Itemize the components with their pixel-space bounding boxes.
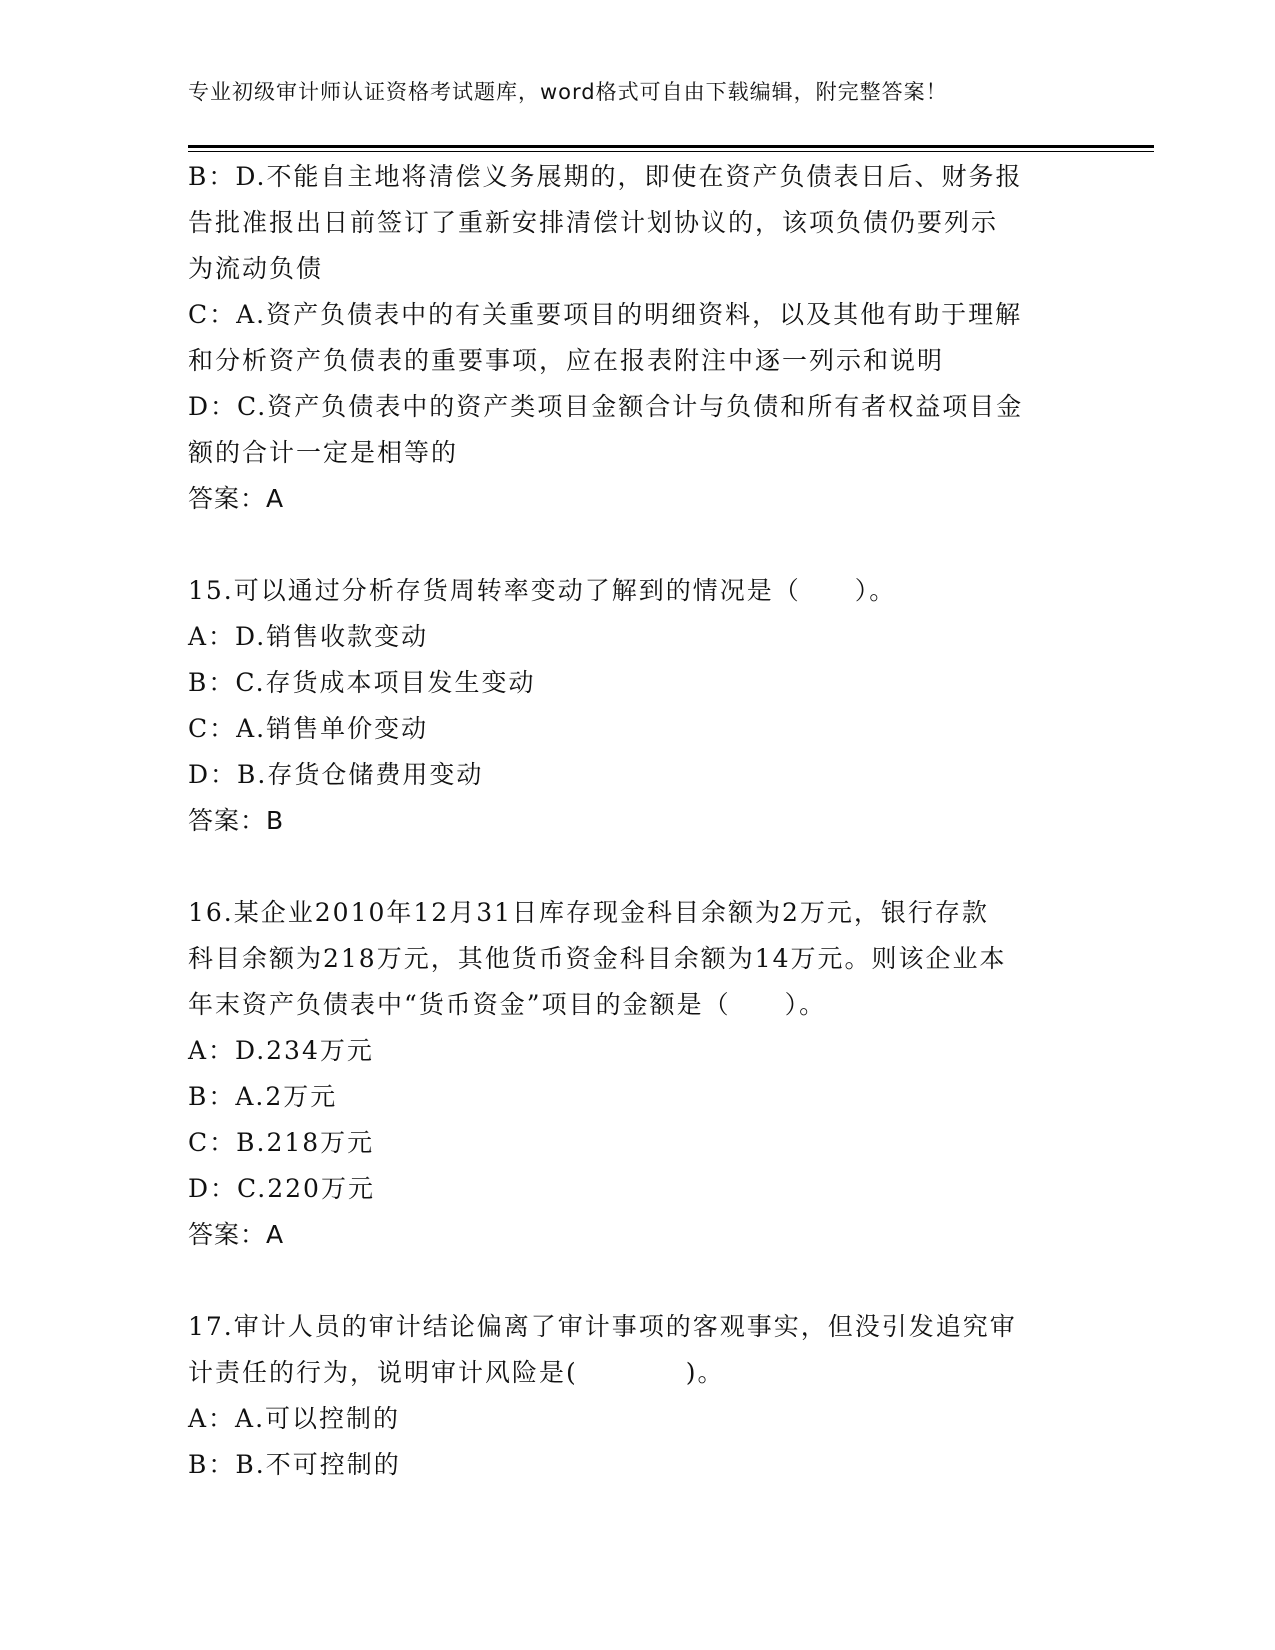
question-stem: 计责任的行为，说明审计风险是( )。: [188, 1358, 725, 1387]
option-line: 额的合计一定是相等的: [188, 438, 459, 467]
spacer: [188, 844, 1088, 890]
option-line: 和分析资产负债表的重要事项，应在报表附注中逐一列示和说明: [188, 346, 945, 375]
option-a: A：D.销售收款变动: [188, 622, 429, 651]
question-stem: 科目余额为218万元，其他货币资金科目余额为14万元。则该企业本: [188, 944, 1007, 973]
option-d: D：B.存货仓储费用变动: [188, 760, 484, 789]
option-line: B：D.不能自主地将清偿义务展期的，即使在资产负债表日后、财务报: [188, 162, 1023, 191]
answer-line: 答案：B: [188, 806, 285, 835]
option-c: C：A.销售单价变动: [188, 714, 429, 743]
option-line: D：C.资产负债表中的资产类项目金额合计与负债和所有者权益项目金: [188, 392, 1024, 421]
answer-line: 答案：A: [188, 484, 285, 513]
question-stem: 年末资产负债表中“货币资金”项目的金额是（ ）。: [188, 990, 827, 1019]
spacer: [188, 522, 1088, 568]
option-line: 告批准报出日前签订了重新安排清偿计划协议的，该项负债仍要列示: [188, 208, 999, 237]
option-line: 为流动负债: [188, 254, 324, 283]
option-block: [188, 292, 1088, 384]
header-rule-thick: [188, 145, 1154, 148]
question-17: [188, 1304, 1088, 1488]
page-header: 专业初级审计师认证资格考试题库，word格式可自由下载编辑，附完整答案！: [188, 80, 948, 104]
option-a: A：A.可以控制的: [188, 1404, 401, 1433]
question-15: [188, 568, 1088, 844]
spacer: [188, 1258, 1088, 1304]
option-b: B：A.2万元: [188, 1082, 338, 1111]
option-block: [188, 154, 1088, 292]
question-stem: 16.某企业2010年12月31日库存现金科目余额为2万元，银行存款: [188, 898, 989, 927]
question-stem: 17.审计人员的审计结论偏离了审计事项的客观事实，但没引发追究审: [188, 1312, 1017, 1341]
option-block: [188, 384, 1088, 476]
document-body: [188, 154, 1088, 1488]
question-stem: 15.可以通过分析存货周转率变动了解到的情况是（ ）。: [188, 576, 897, 605]
option-line: C：A.资产负债表中的有关重要项目的明细资料，以及其他有助于理解: [188, 300, 1023, 329]
question-16: [188, 890, 1088, 1258]
option-c: C：B.218万元: [188, 1128, 375, 1157]
answer-line: 答案：A: [188, 1220, 285, 1249]
option-a: A：D.234万元: [188, 1036, 374, 1065]
header-rule-thin: [188, 151, 1154, 152]
option-b: B：C.存货成本项目发生变动: [188, 668, 536, 697]
option-d: D：C.220万元: [188, 1174, 375, 1203]
option-b: B：B.不可控制的: [188, 1450, 401, 1479]
